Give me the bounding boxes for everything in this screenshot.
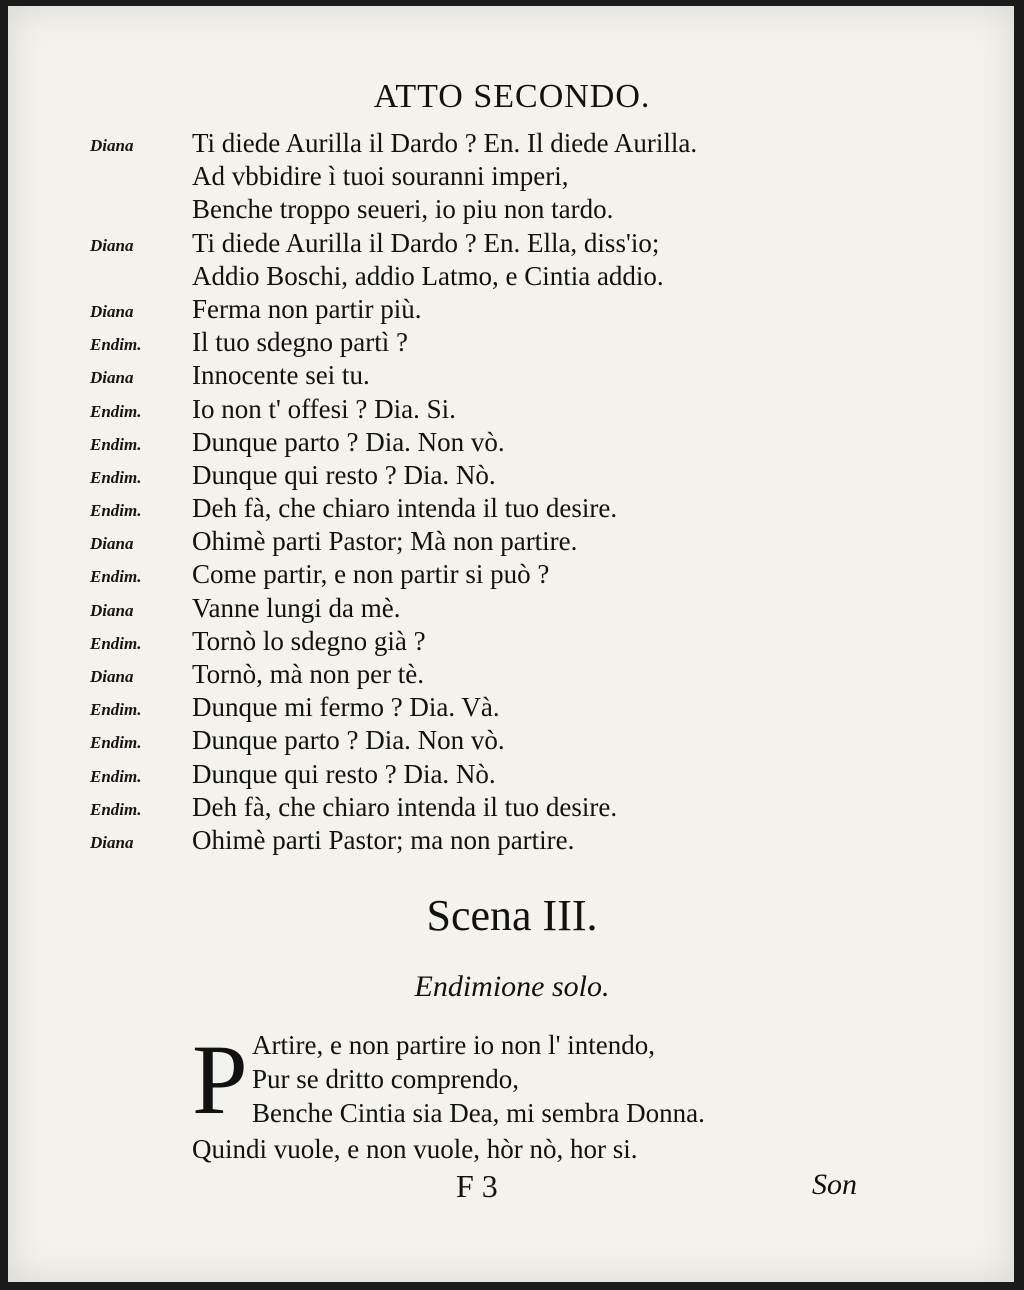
- dialogue-line: [0, 294, 1024, 327]
- scene-title: Scena III.: [426, 891, 598, 940]
- speaker-name: Diana: [90, 235, 134, 255]
- line-text: Ohimè parti Pastor; Mà non partire.: [192, 526, 578, 557]
- dialogue-line: [0, 526, 1024, 559]
- line-text: Tornò lo sdegno già ?: [192, 625, 426, 656]
- dialogue-line: [0, 261, 1024, 294]
- speaker-name: Endim.: [90, 434, 142, 454]
- line-text: Ferma non partir più.: [192, 293, 422, 324]
- speaker-name: Diana: [90, 667, 134, 686]
- drop-capital: P: [192, 1024, 248, 1135]
- line-text: Tornò, mà non per tè.: [192, 659, 425, 689]
- speaker-name: Endim.: [90, 501, 142, 521]
- line-text: Ti diede Aurilla il Dardo ? En. Il diede Aurilla.: [192, 128, 698, 158]
- dialogue-line: [0, 659, 1024, 692]
- dialogue-line: [0, 360, 1024, 393]
- dialogue-line: [0, 427, 1024, 460]
- dialogue-line: [0, 128, 1024, 161]
- line-text: Dunque mi fermo ? Dia. Và.: [192, 692, 500, 723]
- line-text: Innocente sei tu.: [192, 360, 370, 391]
- dialogue-line: [0, 593, 1024, 626]
- speaker-name: Diana: [90, 534, 134, 554]
- line-text: Dunque qui resto ? Dia. Nò.: [192, 758, 496, 789]
- dialogue-line: [0, 460, 1024, 493]
- speaker-name: Diana: [90, 301, 134, 321]
- dialogue-line: [0, 725, 1024, 758]
- dialogue-line: [0, 759, 1024, 792]
- dialogue-line: [0, 692, 1024, 725]
- speaker-name: Endim.: [90, 567, 142, 587]
- line-text: Ti diede Aurilla il Dardo ? En. Ella, diss'io;: [192, 227, 660, 258]
- dialogue-line: [0, 327, 1024, 360]
- line-text: Addio Boschi, addio Latmo, e Cintia addio.: [192, 260, 664, 291]
- line-text: Io non t' offesi ? Dia. Si.: [192, 393, 456, 424]
- line-text: Dunque qui resto ? Dia. Nò.: [192, 459, 496, 490]
- speaker-name: Endim.: [90, 766, 142, 786]
- speaker-name: Diana: [90, 832, 134, 852]
- speaker-name: Endim.: [90, 401, 142, 421]
- dialogue-line: [0, 792, 1024, 825]
- line-text: Il tuo sdegno partì ?: [192, 327, 408, 358]
- verse-line: Pur se dritto comprendo,: [252, 1064, 519, 1094]
- running-header: ATTO SECONDO.: [373, 78, 651, 115]
- line-text: Ohimè parti Pastor; ma non partire.: [192, 824, 575, 855]
- dialogue-line: [0, 161, 1024, 194]
- speaker-name: Diana: [90, 368, 134, 388]
- line-text: Deh fà, che chiaro intenda il tuo desire.: [192, 791, 618, 822]
- scene-subtitle: Endimione solo.: [414, 970, 610, 1003]
- speaker-name: Endim.: [90, 633, 142, 653]
- dialogue-line: [0, 626, 1024, 659]
- speaker-name: Endim.: [90, 335, 142, 355]
- dialogue-line: [0, 493, 1024, 526]
- speaker-name: Diana: [90, 136, 134, 155]
- line-text: Come partir, e non partir si può ?: [192, 559, 550, 590]
- speaker-name: Endim.: [90, 799, 142, 819]
- dialogue-block: [0, 128, 1024, 858]
- catchword: Son: [812, 1168, 857, 1201]
- line-text: Benche troppo seueri, io piu non tardo.: [192, 194, 614, 225]
- speaker-name: Diana: [90, 600, 134, 620]
- verse-line: Benche Cintia sia Dea, mi sembra Donna.: [252, 1098, 705, 1128]
- line-text: Vanne lungi da mè.: [192, 592, 401, 623]
- line-text: Dunque parto ? Dia. Non vò.: [192, 725, 505, 756]
- dialogue-line: [0, 825, 1024, 858]
- speaker-name: Endim.: [90, 733, 142, 753]
- page-signature: F 3: [456, 1168, 498, 1204]
- speaker-name: Endim.: [90, 467, 142, 487]
- verse-line: Artire, e non partire io non l' intendo,: [252, 1030, 656, 1060]
- dialogue-line: [0, 228, 1024, 261]
- dialogue-line: [0, 194, 1024, 227]
- dialogue-line: [0, 394, 1024, 427]
- line-text: Deh fà, che chiaro intenda il tuo desire.: [192, 493, 618, 524]
- verse-line: Quindi vuole, e non vuole, hòr nò, hor si.: [192, 1134, 638, 1164]
- speaker-name: Endim.: [90, 700, 142, 720]
- dialogue-line: [0, 559, 1024, 592]
- line-text: Dunque parto ? Dia. Non vò.: [192, 426, 505, 457]
- line-text: Ad vbbidire ì tuoi souranni imperi,: [192, 161, 569, 192]
